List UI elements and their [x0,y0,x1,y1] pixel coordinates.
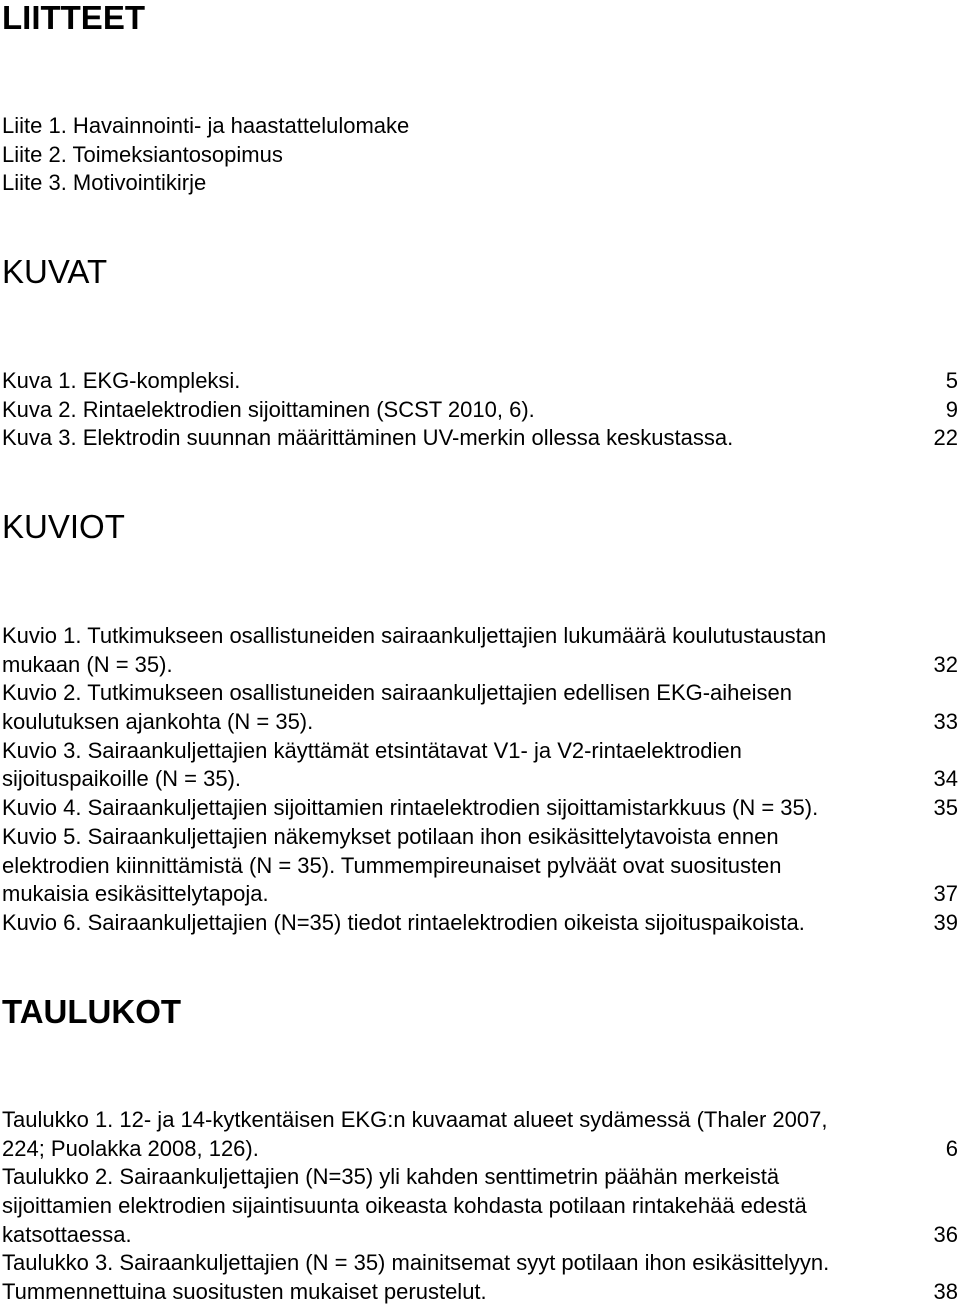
entry-text: Taulukko 2. Sairaankuljettajien (N=35) yli kahden senttimetrin päähän merkeistä [2,1164,780,1190]
entry-text: Kuva 3. Elektrodin suunnan määrittäminen UV-merkin ollessa keskustassa. [2,425,734,451]
entry-text: Kuvio 2. Tutkimukseen osallistuneiden sairaankuljettajien edellisen EKG-aiheisen [2,680,793,706]
list-item [2,880,958,909]
entry-text: katsottaessa. [2,1221,132,1247]
page-number: 35 [933,795,958,821]
entry-text: mukaisia esikäsittelytapoja. [2,881,269,907]
entry-text: Kuva 2. Rintaelektrodien sijoittaminen (SCST 2010, 6). [2,396,535,422]
list-item [2,794,958,823]
entry-text: Taulukko 1. 12- ja 14-kytkentäisen EKG:n kuvaamat alueet sydämessä (Thaler 2007, [2,1107,828,1132]
entry-text: Kuvio 4. Sairaankuljettajien sijoittamien rintaelektrodien sijoittamistarkkuus (N = 35). [2,795,819,821]
page-number: 9 [945,396,958,422]
list-item [2,1135,958,1164]
list-item [2,367,958,396]
entry-text: sijoituspaikoille (N = 35). [2,766,242,792]
list-item [2,765,958,794]
list-item [2,1106,958,1135]
heading-kuviot: KUVIOT [2,508,125,545]
heading-taulukot: TAULUKOT [2,993,182,1030]
list-item [2,852,958,881]
list-item [2,651,958,680]
list-item [2,396,958,425]
list-item [2,1192,958,1221]
entry-text: Taulukko 3. Sairaankuljettajien (N = 35) mainitsemat syyt potilaan ihon esikäsittelyyn. [2,1250,830,1276]
list-item [2,823,958,852]
page-number: 32 [933,651,958,677]
page-number: 5 [945,368,958,393]
entry-text: Liite 3. Motivointikirje [2,170,207,196]
page-number: 37 [933,881,958,907]
page-number: 39 [933,909,958,935]
entry-text: Kuvio 6. Sairaankuljettajien (N=35) tiedot rintaelektrodien oikeista sijoituspaikoista. [2,909,805,935]
entry-text: Tummennettuina suositusten mukaiset perustelut. [2,1279,487,1305]
list-item [2,169,958,198]
list-item [2,1249,958,1278]
list-item [2,679,958,708]
kuviot-list [2,622,958,938]
list-item [2,1278,958,1307]
page-number: 36 [933,1221,958,1247]
entry-text: 224; Puolakka 2008, 126). [2,1135,259,1161]
page-number: 22 [933,425,958,451]
liitteet-list [2,112,958,198]
list-item [2,112,958,141]
page-number: 6 [945,1135,958,1161]
entry-text: mukaan (N = 35). [2,651,173,677]
heading-liitteet: LIITTEET [2,0,145,36]
entry-text: Kuva 1. EKG-kompleksi. [2,368,241,393]
list-item [2,141,958,170]
page-number: 33 [933,709,958,735]
entry-text: Kuvio 1. Tutkimukseen osallistuneiden sairaankuljettajien lukumäärä koulutustaustan [2,623,827,648]
list-item [2,1163,958,1192]
entry-text: koulutuksen ajankohta (N = 35). [2,709,314,735]
list-item [2,424,958,453]
entry-text: sijoittamien elektrodien sijaintisuunta oikeasta kohdasta potilaan rintakehää edestä [2,1193,807,1219]
list-item [2,708,958,737]
entry-text: Kuvio 3. Sairaankuljettajien käyttämät etsintätavat V1- ja V2-rintaelektrodien [2,737,742,763]
entry-text: Liite 1. Havainnointi- ja haastattelulomake [2,113,410,138]
entry-text: Kuvio 5. Sairaankuljettajien näkemykset potilaan ihon esikäsittelytavoista ennen [2,823,779,849]
list-item [2,909,958,938]
taulukot-list [2,1106,958,1307]
entry-text: elektrodien kiinnittämistä (N = 35). Tummempireunaiset pylväät ovat suositusten [2,852,782,878]
list-item [2,737,958,766]
kuvat-list [2,367,958,453]
heading-kuvat: KUVAT [2,253,108,290]
entry-text: Liite 2. Toimeksiantosopimus [2,141,283,167]
list-item [2,1221,958,1250]
list-item [2,622,958,651]
page-number: 38 [933,1279,958,1305]
page-number: 34 [933,766,958,792]
